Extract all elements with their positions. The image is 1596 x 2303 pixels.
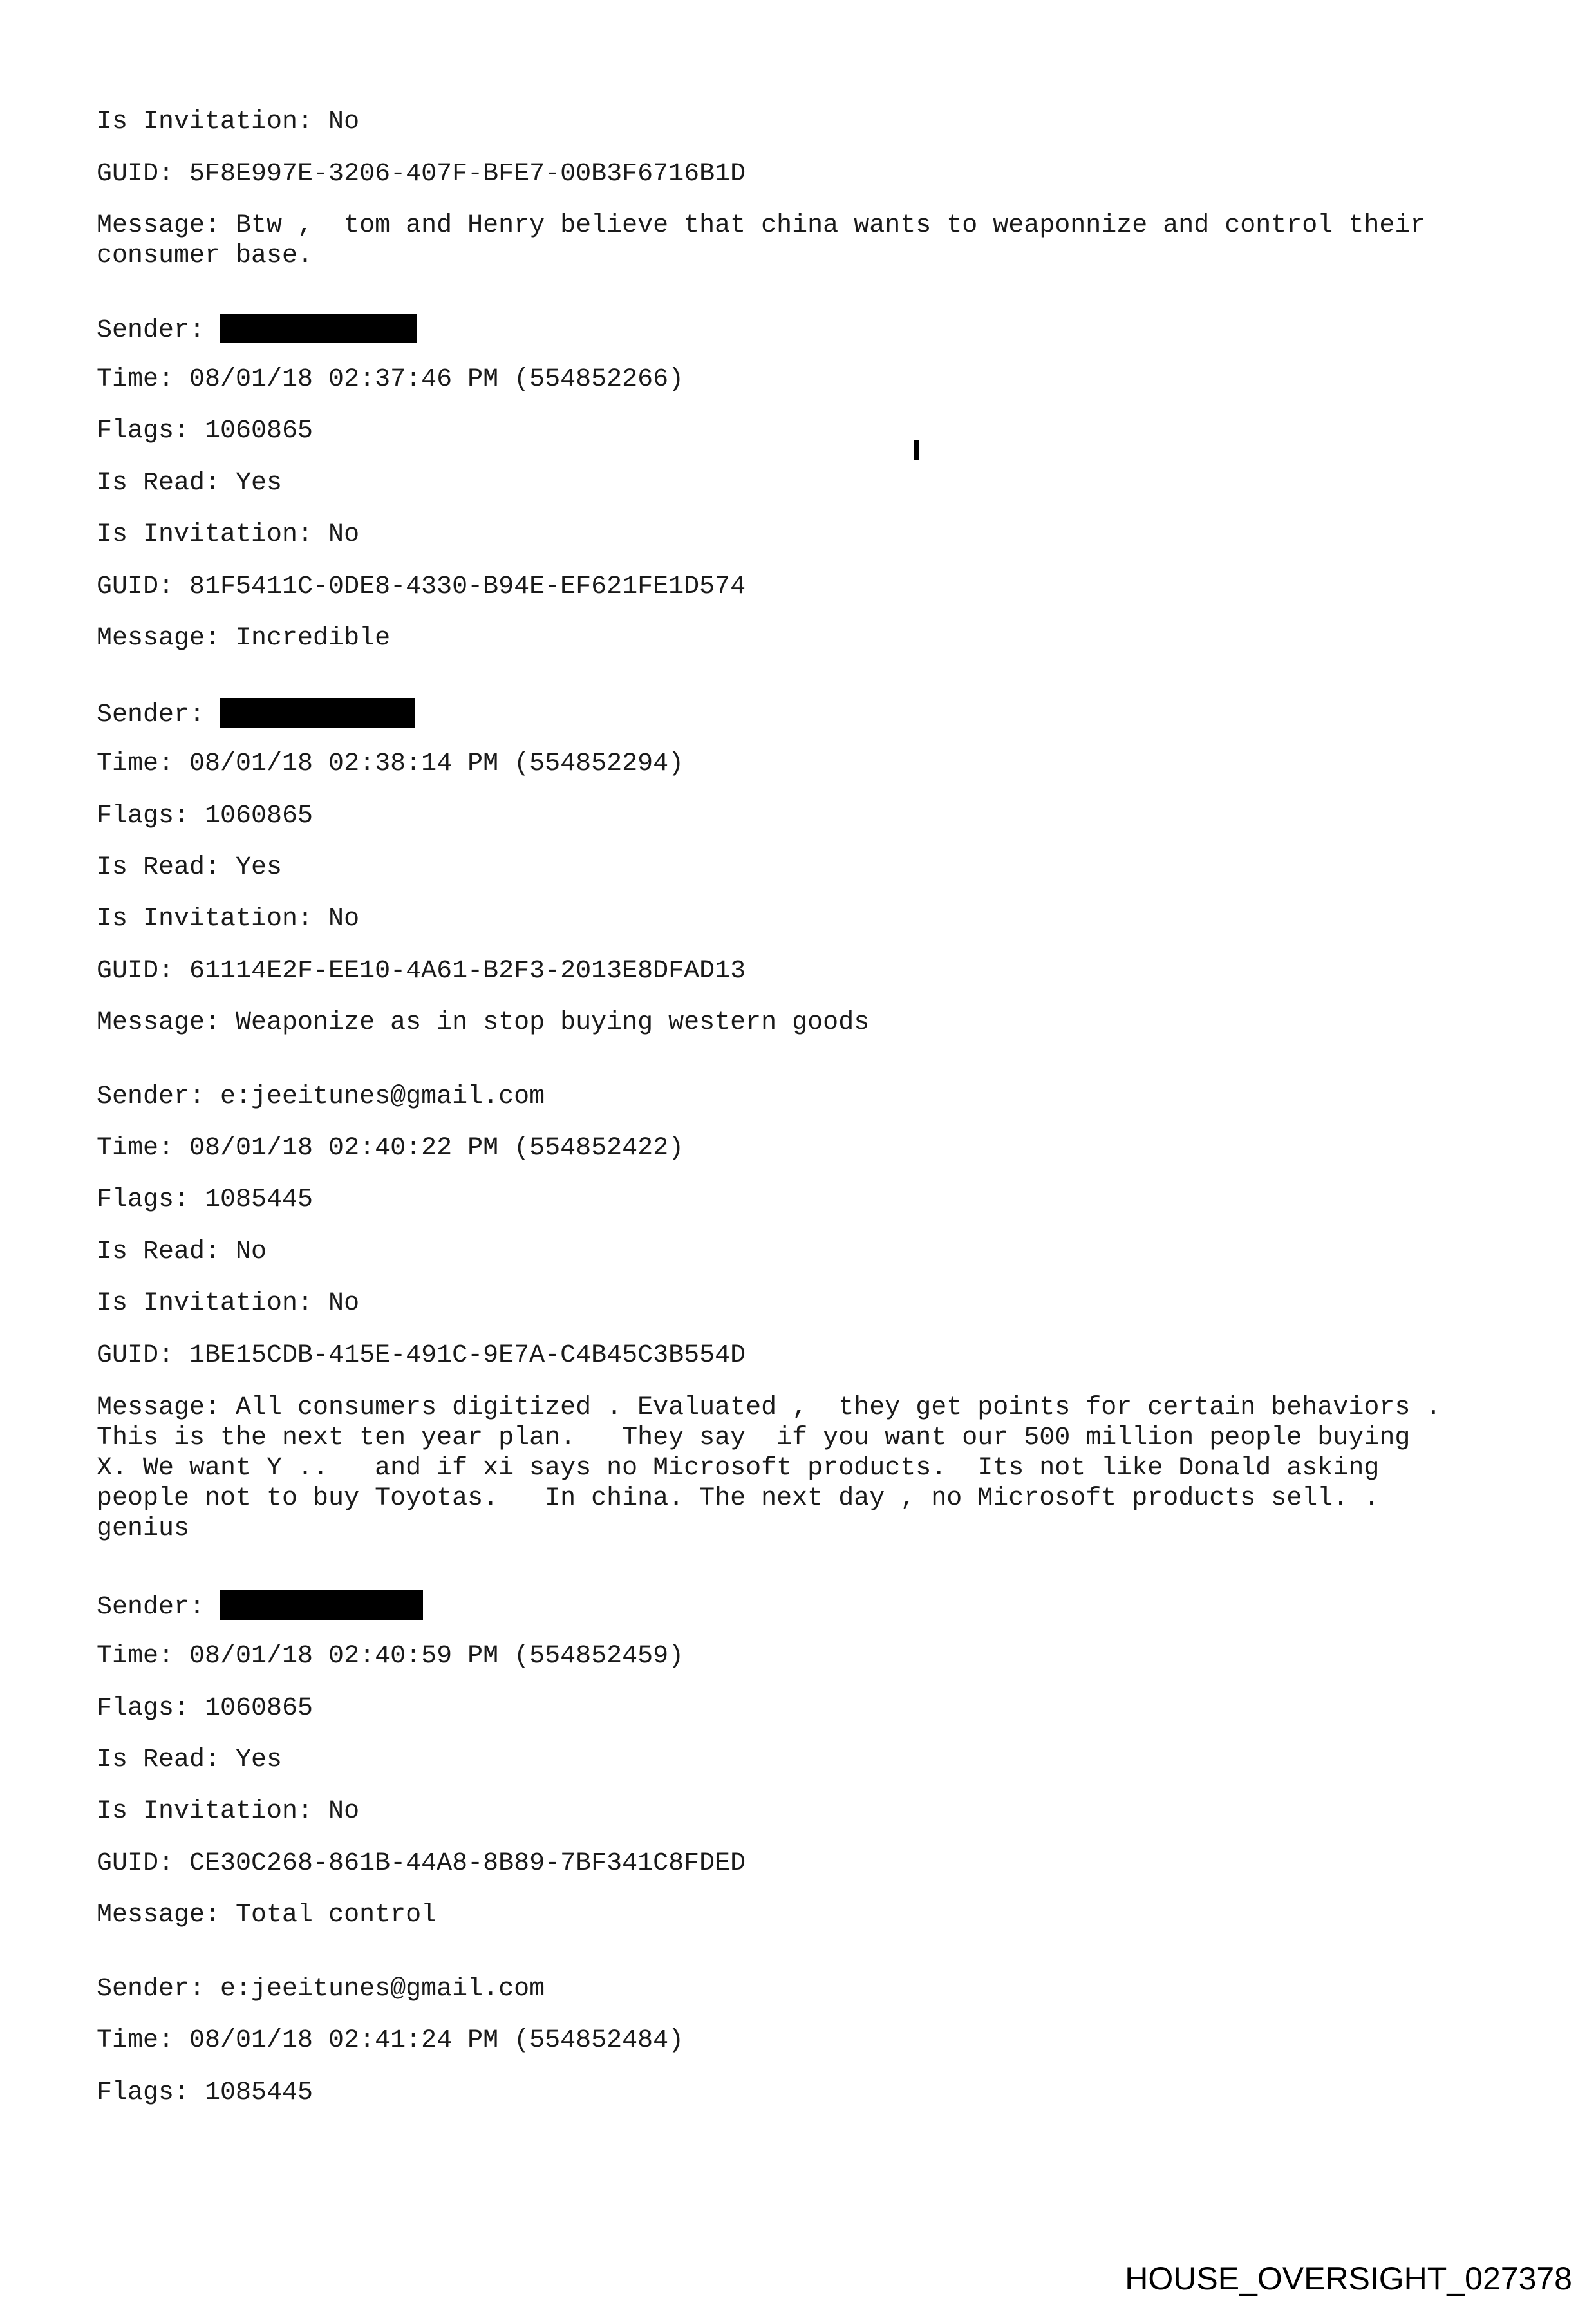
guid-field: GUID: 5F8E997E-3206-407F-BFE7-00B3F6716B1D [97,160,746,189]
sender-field [97,698,415,730]
flags-field: Flags: 1085445 [97,1185,314,1214]
sender-field: Sender: e:jeeitunes@gmail.com [97,1082,545,1111]
redaction-box [220,314,417,343]
invitation-field: Is Invitation: No [97,520,360,549]
time-field: Time: 08/01/18 02:40:59 PM (554852459) [97,1642,684,1671]
time-field: Time: 08/01/18 02:41:24 PM (554852484) [97,2026,684,2055]
flags-field: Flags: 1085445 [97,2078,314,2107]
flags-field: Flags: 1060865 [97,1694,314,1723]
redaction-box [220,1590,423,1620]
sender-label: Sender: [97,1593,221,1622]
invitation-field: Is Invitation: No [97,1797,360,1826]
sender-field [97,314,417,346]
read-field: Is Read: Yes [97,853,283,882]
sender-label: Sender: [97,700,221,729]
guid-field: GUID: CE30C268-861B-44A8-8B89-7BF341C8FDED [97,1849,746,1878]
time-field: Time: 08/01/18 02:37:46 PM (554852266) [97,365,684,394]
read-field: Is Read: Yes [97,1745,283,1774]
message-field: Message: Incredible [97,624,391,653]
invitation-field: Is Invitation: No [97,905,360,934]
read-field: Is Read: No [97,1237,267,1266]
read-field: Is Read: Yes [97,469,283,498]
guid-field: GUID: 1BE15CDB-415E-491C-9E7A-C4B45C3B554D [97,1341,746,1370]
bates-number: HOUSE_OVERSIGHT_027378 [1125,2261,1572,2297]
time-field: Time: 08/01/18 02:38:14 PM (554852294) [97,749,684,778]
redaction-box [220,698,415,728]
invitation-field: Is Invitation: No [97,108,360,136]
guid-field: GUID: 81F5411C-0DE8-4330-B94E-EF621FE1D574 [97,572,746,601]
sender-field: Sender: e:jeeitunes@gmail.com [97,1975,545,2004]
message-field: Message: Total control [97,1901,437,1930]
message-field: Message: Weaponize as in stop buying western goods [97,1008,870,1037]
sender-label: Sender: [97,316,221,345]
invitation-field: Is Invitation: No [97,1289,360,1318]
sender-field [97,1590,423,1622]
message-field: Message: All consumers digitized . Evaluated , they get points for certain behaviors . This is the next ten year plan. They say if you want our 500 million people buying X. We want Y .. and if xi says no Microsoft products. Its not like Donald asking people not to buy Toyotas. In china. The next day , no Microsoft products sell. . genius [97,1393,1441,1543]
message-field: Message: Btw , tom and Henry believe that china wants to weaponnize and control their consumer base. [97,211,1426,270]
flags-field: Flags: 1060865 [97,417,314,446]
guid-field: GUID: 61114E2F-EE10-4A61-B2F3-2013E8DFAD13 [97,957,746,986]
flags-field: Flags: 1060865 [97,802,314,831]
time-field: Time: 08/01/18 02:40:22 PM (554852422) [97,1134,684,1163]
scan-mark [914,440,919,460]
